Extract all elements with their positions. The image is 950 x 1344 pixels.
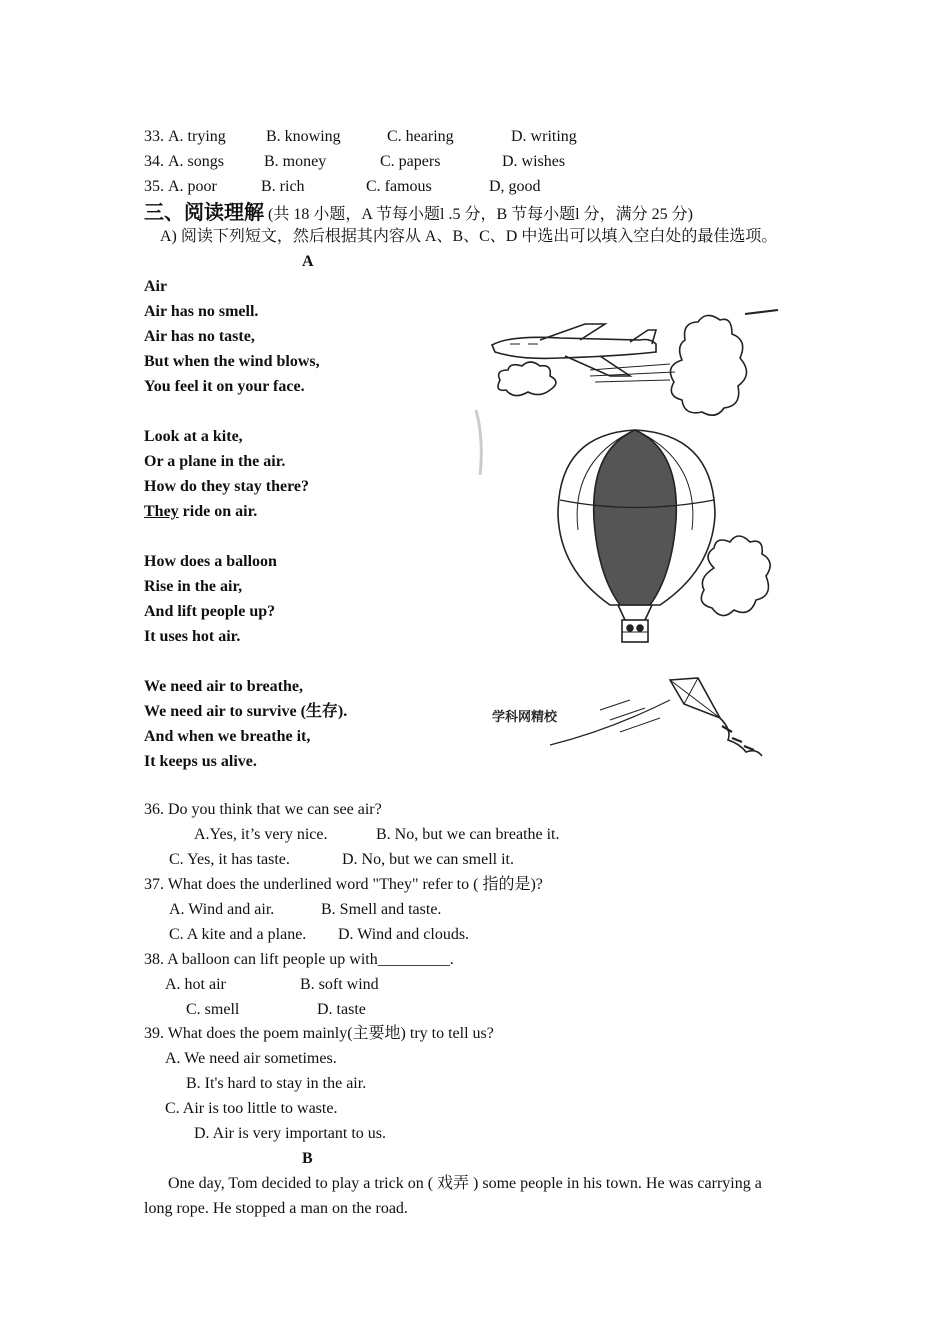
section-header [144, 200, 693, 227]
option-a: A. Wind and air. [169, 901, 275, 918]
poem-line: We need air to survive (生存). [144, 703, 348, 720]
question-stem: 36. Do you think that we can see air? [144, 801, 382, 818]
poem-illustration [470, 300, 790, 770]
passage-b-line: One day, Tom decided to play a trick on ( 戏弄 ) some people in his town. He was carrying a [168, 1175, 762, 1192]
poem-line: We need air to breathe, [144, 678, 303, 695]
poem-line: Or a plane in the air. [144, 453, 286, 470]
option-a: A. trying [168, 128, 226, 145]
option-c: C. Air is too little to waste. [165, 1100, 338, 1117]
poem-line: Air has no taste, [144, 328, 255, 345]
poem-line: And lift people up? [144, 603, 276, 620]
poem-line: It uses hot air. [144, 628, 241, 645]
poem-line [144, 502, 257, 522]
poem-line: Look at a kite, [144, 428, 243, 445]
poem-line: It keeps us alive. [144, 753, 257, 770]
question-stem: 39. What does the poem mainly(主要地) try to tell us? [144, 1025, 494, 1042]
option-c: C. famous [366, 178, 432, 195]
watermark: 学科网精校 [492, 710, 558, 725]
passage-a-label: A [302, 253, 314, 270]
option-c: C. smell [186, 1001, 240, 1018]
option-c: C. hearing [387, 128, 454, 145]
question-number: 33. [144, 128, 164, 145]
option-d: D. Wind and clouds. [338, 926, 470, 943]
option-a: A.Yes, it’s very nice. [194, 826, 328, 843]
option-a: A. poor [168, 178, 217, 195]
option-b: B. knowing [266, 128, 341, 145]
option-d: D. No, but we can smell it. [342, 851, 514, 868]
airplane-icon [492, 310, 778, 415]
option-c: C. papers [380, 153, 441, 170]
poem-line: But when the wind blows, [144, 353, 320, 370]
option-d: D. writing [511, 128, 577, 145]
option-b: B. rich [261, 178, 305, 195]
hot-air-balloon-icon [558, 430, 715, 642]
poem-line: And when we breathe it, [144, 728, 311, 745]
poem-line: You feel it on your face. [144, 378, 305, 395]
option-b: B. No, but we can breathe it. [376, 826, 560, 843]
option-d: D. taste [317, 1001, 366, 1018]
passage-b-line: long rope. He stopped a man on the road. [144, 1200, 408, 1217]
cloud-icon [701, 536, 770, 616]
option-a: A. hot air [165, 976, 226, 993]
poem-line: How does a balloon [144, 553, 277, 570]
section-instruction: A) 阅读下列短文，然后根据其内容从 A、B、C、D 中选出可以填入空白处的最佳选项。 [160, 228, 778, 245]
option-a: A. We need air sometimes. [165, 1050, 337, 1067]
option-b: B. soft wind [300, 976, 379, 993]
poem-line: Air has no smell. [144, 303, 259, 320]
passage-b-label: B [302, 1150, 313, 1167]
poem-line: Rise in the air, [144, 578, 243, 595]
option-b: B. Smell and taste. [321, 901, 442, 918]
question-stem: 37. What does the underlined word "They" refer to ( 指的是)? [144, 876, 543, 893]
option-d: D. Air is very important to us. [194, 1125, 386, 1142]
section-title: 三、阅读理解 [144, 200, 264, 224]
poem-title: Air [144, 278, 168, 295]
question-number: 35. [144, 178, 164, 195]
option-c: C. Yes, it has taste. [169, 851, 290, 868]
poem-line: How do they stay there? [144, 478, 310, 495]
option-a: A. songs [168, 153, 225, 170]
option-b: B. money [264, 153, 327, 170]
option-c: C. A kite and a plane. [169, 926, 307, 943]
question-stem: 38. A balloon can lift people up with_________. [144, 951, 454, 968]
option-d: D, good [489, 178, 541, 195]
option-b: B. It's hard to stay in the air. [186, 1075, 367, 1092]
kite-icon [550, 678, 762, 756]
section-note: (共 18 小题，A 节每小题l .5 分，B 节每小题l 分，满分 25 分) [268, 206, 693, 223]
poem-line-rest: ride on air. [178, 503, 258, 520]
question-number: 34. [144, 153, 164, 170]
underlined-word: They [144, 503, 179, 520]
option-d: D. wishes [502, 153, 566, 170]
